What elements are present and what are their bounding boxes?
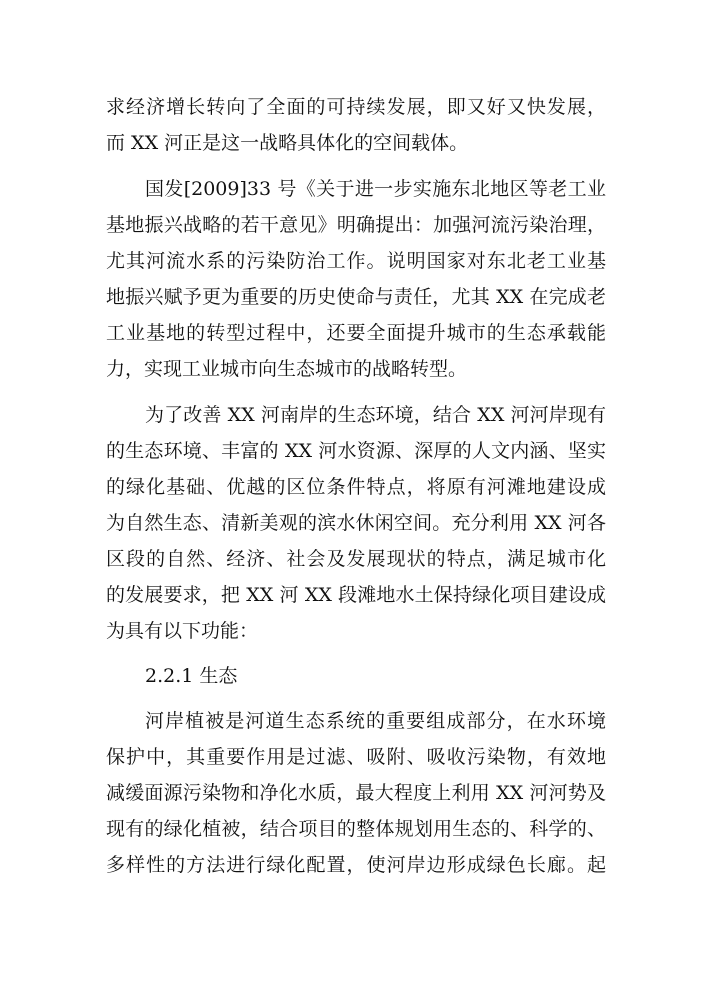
text-line: 力，实现工业城市向生态城市的战略转型。 bbox=[106, 358, 468, 380]
text-line: 的生态环境、丰富的 XX 河水资源、深厚的人文内涵、坚实 bbox=[106, 440, 606, 462]
text-line: 国发[2009]33 号《关于进一步实施东北地区等老工业 bbox=[145, 178, 606, 200]
text-line: 而 XX 河正是这一战略具体化的空间载体。 bbox=[106, 132, 469, 154]
text-line: 尤其河流水系的污染防治工作。说明国家对东北老工业基 bbox=[106, 250, 606, 272]
text-line: 保护中，其重要作用是过滤、吸附、吸收污染物，有效地 bbox=[106, 746, 606, 768]
text-line: 区段的自然、经济、社会及发展现状的特点，满足城市化 bbox=[106, 548, 606, 570]
text-line: 为自然生态、清新美观的滨水休闲空间。充分利用 XX 河各 bbox=[106, 512, 606, 534]
section-heading: 2.2.1 生态 bbox=[145, 665, 238, 687]
text-line: 求经济增长转向了全面的可持续发展，即又好又快发展， bbox=[106, 96, 606, 118]
text-line: 基地振兴战略的若干意见》明确提出：加强河流污染治理， bbox=[106, 214, 606, 236]
text-line: 的绿化基础、优越的区位条件特点，将原有河滩地建设成 bbox=[106, 476, 606, 498]
text-line: 现有的绿化植被，结合项目的整体规划用生态的、科学的、 bbox=[106, 818, 606, 840]
text-line: 多样性的方法进行绿化配置，使河岸边形成绿色长廊。起 bbox=[106, 854, 606, 876]
text-line: 的发展要求，把 XX 河 XX 段滩地水土保持绿化项目建设成 bbox=[106, 584, 606, 606]
text-line: 工业基地的转型过程中，还要全面提升城市的生态承载能 bbox=[106, 322, 606, 344]
text-line: 地振兴赋予更为重要的历史使命与责任，尤其 XX 在完成老 bbox=[106, 286, 606, 308]
text-line: 为了改善 XX 河南岸的生态环境，结合 XX 河河岸现有 bbox=[145, 404, 606, 426]
text-line: 减缓面源污染物和净化水质，最大程度上利用 XX 河河势及 bbox=[106, 782, 606, 804]
text-line: 为具有以下功能： bbox=[106, 620, 259, 642]
text-line: 河岸植被是河道生态系统的重要组成部分，在水环境 bbox=[145, 710, 606, 732]
